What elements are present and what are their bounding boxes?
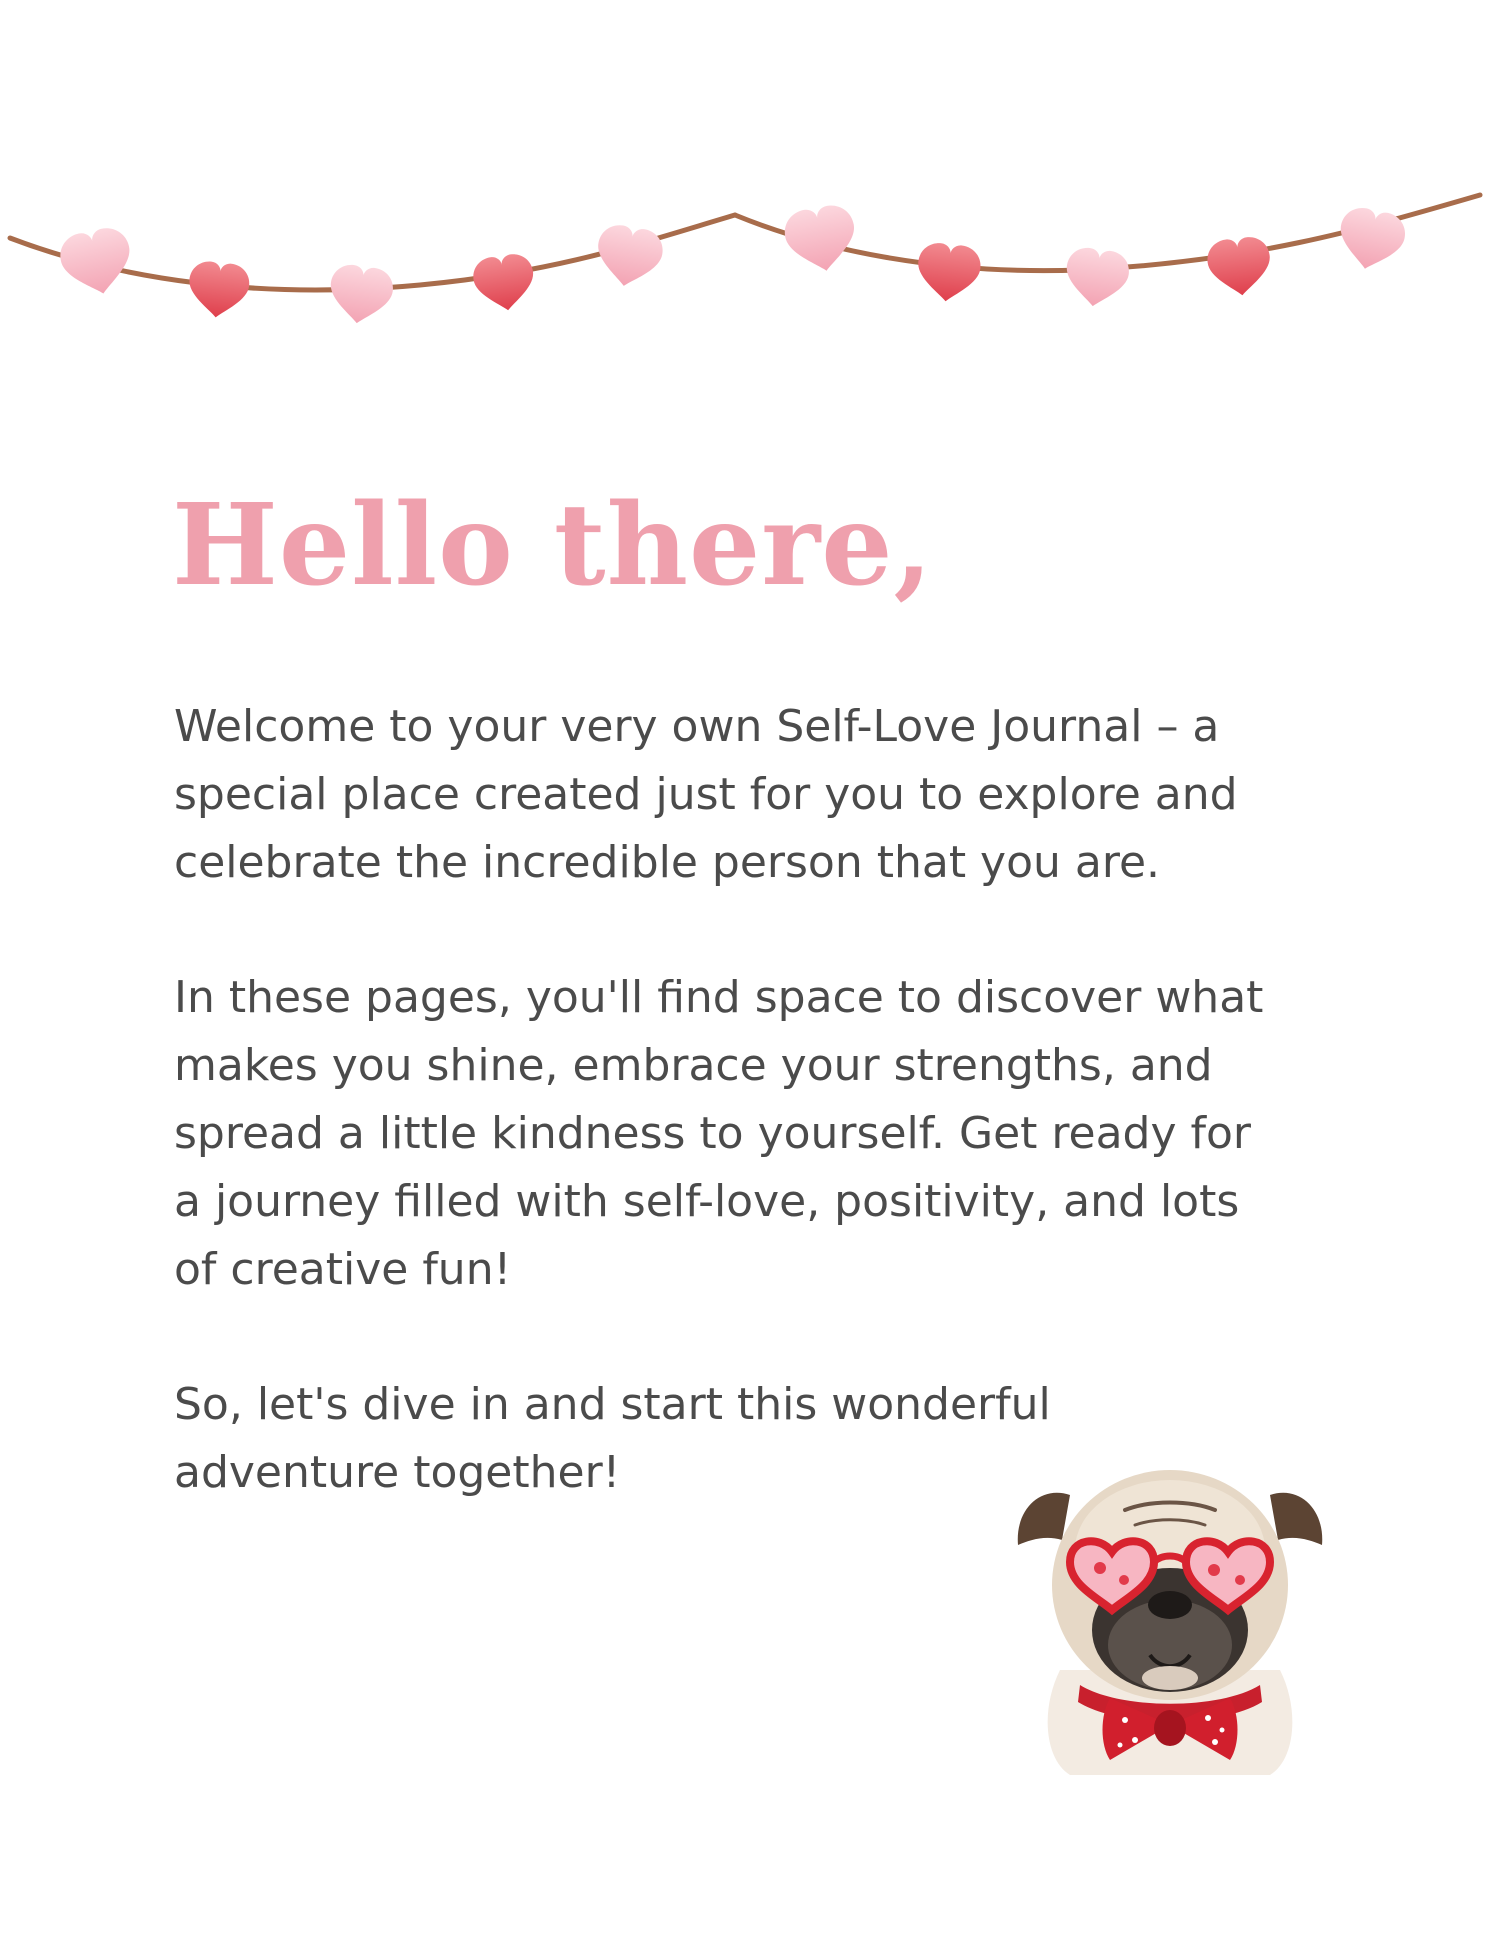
pages-paragraph (174, 964, 1424, 1304)
text-line: of creative fun! (174, 1244, 512, 1295)
heart-garland-illustration (0, 160, 1500, 360)
text-line: celebrate the incredible person that you are. (174, 837, 1161, 888)
heart-icon (471, 252, 538, 315)
page-title: Hello there, (172, 480, 934, 611)
text-line: special place created just for you to explore and (174, 769, 1238, 820)
text-line: In these pages, you'll find space to discover what (174, 972, 1264, 1023)
pug-with-heart-glasses-illustration (1000, 1440, 1340, 1780)
heart-icon (326, 262, 396, 327)
heart-icon (1333, 204, 1409, 276)
heart-icon (56, 224, 137, 301)
heart-icon (186, 260, 251, 321)
text-line: So, let's dive in and start this wonderful (174, 1379, 1051, 1430)
heart-icon (1205, 235, 1273, 298)
text-line: makes you shine, embrace your strengths, and (174, 1040, 1213, 1091)
text-line: adventure together! (174, 1447, 621, 1498)
heart-icon (915, 241, 983, 304)
text-line: a journey filled with self-love, positivity, and lots (174, 1176, 1240, 1227)
welcome-paragraph (174, 693, 1424, 897)
heart-icon (1062, 245, 1132, 310)
heart-icon (592, 222, 666, 292)
text-line: Welcome to your very own Self-Love Journal – a (174, 701, 1220, 752)
text-line: spread a little kindness to yourself. Get ready for (174, 1108, 1252, 1159)
heart-icon (781, 202, 861, 277)
